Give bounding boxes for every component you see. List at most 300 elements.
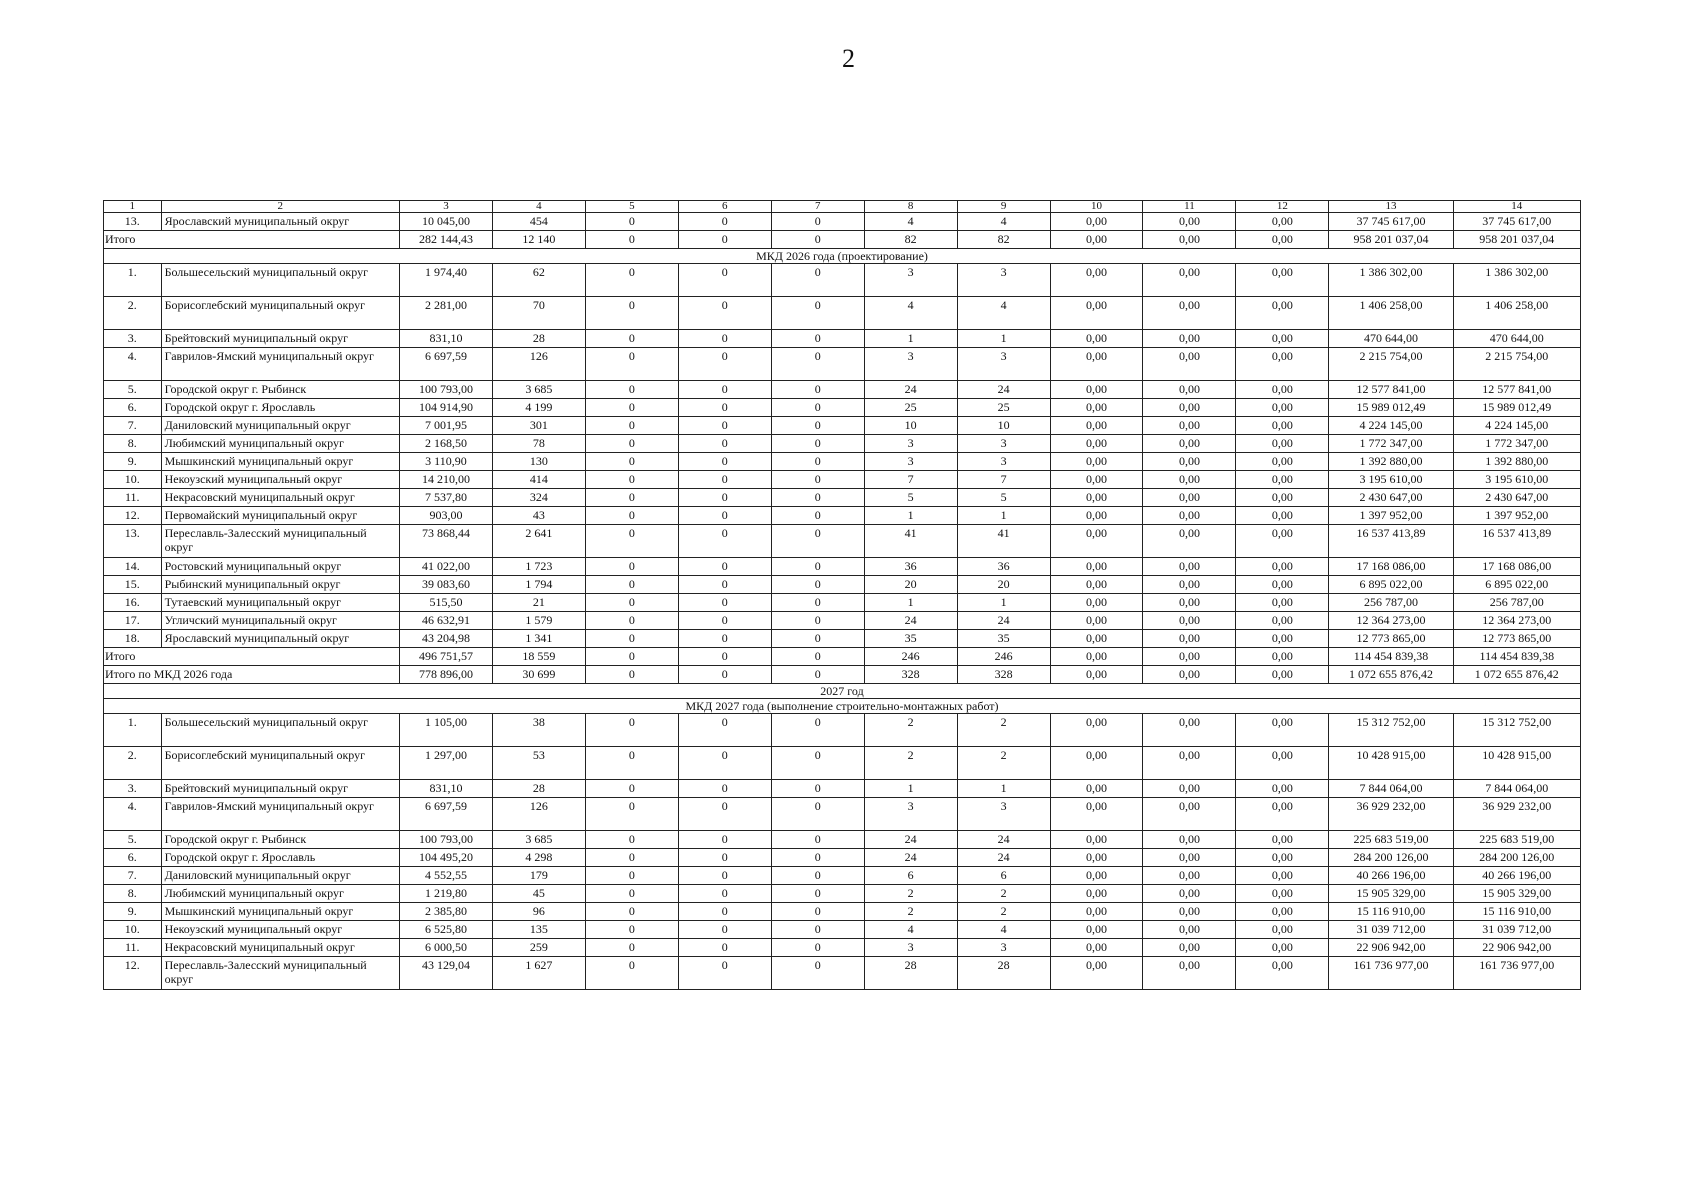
- value-cell: 0,00: [1236, 297, 1329, 330]
- value-cell: 40 266 196,00: [1329, 867, 1453, 885]
- value-cell: 35: [957, 630, 1050, 648]
- data-table: [103, 200, 1581, 990]
- value-cell: 2: [957, 885, 1050, 903]
- value-cell: 0,00: [1143, 213, 1236, 231]
- value-cell: 24: [957, 831, 1050, 849]
- value-cell: 0,00: [1236, 939, 1329, 957]
- district-name-cell: Городской округ г. Рыбинск: [161, 831, 399, 849]
- value-cell: 12 577 841,00: [1329, 381, 1453, 399]
- total-value-cell: 0,00: [1143, 666, 1236, 684]
- table-row: [104, 417, 1581, 435]
- value-cell: 4: [957, 213, 1050, 231]
- value-cell: 0,00: [1050, 417, 1143, 435]
- table-row: [104, 435, 1581, 453]
- value-cell: 1 386 302,00: [1453, 264, 1580, 297]
- value-cell: 25: [864, 399, 957, 417]
- column-number-header: 8: [864, 201, 957, 213]
- value-cell: 41: [864, 525, 957, 558]
- district-name-cell: Ярославский муниципальный округ: [161, 630, 399, 648]
- value-cell: 0,00: [1050, 903, 1143, 921]
- value-cell: 0: [585, 921, 678, 939]
- value-cell: 0,00: [1236, 798, 1329, 831]
- value-cell: 0,00: [1143, 831, 1236, 849]
- value-cell: 7: [864, 471, 957, 489]
- row-number-cell: 17.: [104, 612, 162, 630]
- value-cell: 0: [585, 213, 678, 231]
- value-cell: 1: [957, 780, 1050, 798]
- value-cell: 831,10: [399, 780, 492, 798]
- value-cell: 0: [678, 471, 771, 489]
- value-cell: 3: [864, 348, 957, 381]
- value-cell: 0: [585, 381, 678, 399]
- value-cell: 0,00: [1236, 453, 1329, 471]
- value-cell: 7 844 064,00: [1329, 780, 1453, 798]
- value-cell: 454: [492, 213, 585, 231]
- value-cell: 15 905 329,00: [1329, 885, 1453, 903]
- value-cell: 414: [492, 471, 585, 489]
- value-cell: 0,00: [1050, 264, 1143, 297]
- value-cell: 40 266 196,00: [1453, 867, 1580, 885]
- value-cell: 2 281,00: [399, 297, 492, 330]
- value-cell: 0: [678, 213, 771, 231]
- total-value-cell: 958 201 037,04: [1453, 231, 1580, 249]
- row-number-cell: 10.: [104, 471, 162, 489]
- value-cell: 0,00: [1143, 558, 1236, 576]
- value-cell: 0: [771, 849, 864, 867]
- row-number-cell: 15.: [104, 576, 162, 594]
- value-cell: 470 644,00: [1453, 330, 1580, 348]
- value-cell: 0,00: [1050, 957, 1143, 990]
- value-cell: 1: [957, 594, 1050, 612]
- table-row: [104, 525, 1581, 558]
- table-row: [104, 399, 1581, 417]
- district-name-cell: Любимский муниципальный округ: [161, 435, 399, 453]
- value-cell: 3 110,90: [399, 453, 492, 471]
- value-cell: 301: [492, 417, 585, 435]
- value-cell: 43: [492, 507, 585, 525]
- column-number-header: 2: [161, 201, 399, 213]
- value-cell: 0,00: [1050, 630, 1143, 648]
- total-label: Итого: [104, 648, 400, 666]
- value-cell: 37 745 617,00: [1453, 213, 1580, 231]
- value-cell: 0: [585, 297, 678, 330]
- value-cell: 36 929 232,00: [1453, 798, 1580, 831]
- value-cell: 2: [864, 903, 957, 921]
- table-row: [104, 213, 1581, 231]
- section-title: МКД 2026 года (проектирование): [104, 249, 1581, 264]
- value-cell: 17 168 086,00: [1329, 558, 1453, 576]
- row-number-cell: 6.: [104, 399, 162, 417]
- district-name-cell: Гаврилов-Ямский муниципальный округ: [161, 798, 399, 831]
- value-cell: 0,00: [1143, 714, 1236, 747]
- column-number-header: 1: [104, 201, 162, 213]
- value-cell: 0,00: [1050, 831, 1143, 849]
- table-row: [104, 471, 1581, 489]
- table-row: [104, 849, 1581, 867]
- value-cell: 0: [771, 867, 864, 885]
- value-cell: 0,00: [1143, 330, 1236, 348]
- value-cell: 0,00: [1143, 903, 1236, 921]
- value-cell: 0: [771, 381, 864, 399]
- district-name-cell: Даниловский муниципальный округ: [161, 417, 399, 435]
- value-cell: 0: [771, 831, 864, 849]
- value-cell: 15 312 752,00: [1329, 714, 1453, 747]
- table-row: [104, 264, 1581, 297]
- value-cell: 4 298: [492, 849, 585, 867]
- value-cell: 0,00: [1143, 435, 1236, 453]
- district-name-cell: Гаврилов-Ямский муниципальный округ: [161, 348, 399, 381]
- value-cell: 0: [585, 507, 678, 525]
- value-cell: 3: [864, 939, 957, 957]
- value-cell: 0: [771, 630, 864, 648]
- value-cell: 0,00: [1236, 612, 1329, 630]
- value-cell: 5: [957, 489, 1050, 507]
- value-cell: 28: [864, 957, 957, 990]
- value-cell: 0,00: [1236, 399, 1329, 417]
- value-cell: 7 537,80: [399, 489, 492, 507]
- district-name-cell: Первомайский муниципальный округ: [161, 507, 399, 525]
- value-cell: 0: [678, 507, 771, 525]
- value-cell: 12 364 273,00: [1329, 612, 1453, 630]
- value-cell: 161 736 977,00: [1329, 957, 1453, 990]
- district-name-cell: Большесельский муниципальный округ: [161, 264, 399, 297]
- value-cell: 0: [585, 435, 678, 453]
- total-value-cell: 82: [864, 231, 957, 249]
- value-cell: 0,00: [1143, 417, 1236, 435]
- value-cell: 0: [771, 264, 864, 297]
- value-cell: 70: [492, 297, 585, 330]
- table-row: [104, 831, 1581, 849]
- value-cell: 0,00: [1236, 957, 1329, 990]
- row-number-cell: 3.: [104, 330, 162, 348]
- value-cell: 0: [585, 957, 678, 990]
- value-cell: 0: [678, 921, 771, 939]
- value-cell: 4: [957, 297, 1050, 330]
- total-value-cell: 0,00: [1050, 648, 1143, 666]
- value-cell: 0,00: [1236, 330, 1329, 348]
- row-number-cell: 4.: [104, 798, 162, 831]
- value-cell: 1 397 952,00: [1453, 507, 1580, 525]
- value-cell: 2: [957, 747, 1050, 780]
- value-cell: 1 297,00: [399, 747, 492, 780]
- value-cell: 0: [585, 489, 678, 507]
- row-number-cell: 5.: [104, 831, 162, 849]
- value-cell: 39 083,60: [399, 576, 492, 594]
- column-number-header: 14: [1453, 201, 1580, 213]
- value-cell: 3: [957, 264, 1050, 297]
- value-cell: 0: [585, 576, 678, 594]
- total-value-cell: 18 559: [492, 648, 585, 666]
- value-cell: 0,00: [1050, 939, 1143, 957]
- value-cell: 0,00: [1236, 576, 1329, 594]
- value-cell: 0,00: [1050, 867, 1143, 885]
- value-cell: 0: [771, 780, 864, 798]
- total-label: Итого по МКД 2026 года: [104, 666, 400, 684]
- value-cell: 284 200 126,00: [1453, 849, 1580, 867]
- district-name-cell: Некоузский муниципальный округ: [161, 921, 399, 939]
- value-cell: 0: [585, 612, 678, 630]
- district-name-cell: Мышкинский муниципальный округ: [161, 903, 399, 921]
- value-cell: 0: [585, 594, 678, 612]
- district-name-cell: Ростовский муниципальный округ: [161, 558, 399, 576]
- value-cell: 1 341: [492, 630, 585, 648]
- value-cell: 15 989 012,49: [1453, 399, 1580, 417]
- value-cell: 0,00: [1236, 921, 1329, 939]
- value-cell: 1 392 880,00: [1329, 453, 1453, 471]
- value-cell: 46 632,91: [399, 612, 492, 630]
- value-cell: 10 045,00: [399, 213, 492, 231]
- value-cell: 7 844 064,00: [1453, 780, 1580, 798]
- value-cell: 15 905 329,00: [1453, 885, 1580, 903]
- total-value-cell: 0,00: [1236, 231, 1329, 249]
- value-cell: 0: [678, 939, 771, 957]
- row-number-cell: 7.: [104, 867, 162, 885]
- table-row: [104, 939, 1581, 957]
- value-cell: 0,00: [1236, 381, 1329, 399]
- value-cell: 0,00: [1143, 471, 1236, 489]
- total-value-cell: 0,00: [1050, 231, 1143, 249]
- value-cell: 6 000,50: [399, 939, 492, 957]
- value-cell: 0,00: [1236, 780, 1329, 798]
- value-cell: 0: [585, 330, 678, 348]
- total-value-cell: 0,00: [1050, 666, 1143, 684]
- table-row: [104, 297, 1581, 330]
- value-cell: 0: [678, 399, 771, 417]
- value-cell: 28: [492, 330, 585, 348]
- value-cell: 2 215 754,00: [1453, 348, 1580, 381]
- value-cell: 0: [585, 558, 678, 576]
- value-cell: 0: [771, 885, 864, 903]
- total-value-cell: 958 201 037,04: [1329, 231, 1453, 249]
- value-cell: 53: [492, 747, 585, 780]
- row-number-cell: 2.: [104, 747, 162, 780]
- total-value-cell: 0: [678, 231, 771, 249]
- value-cell: 161 736 977,00: [1453, 957, 1580, 990]
- value-cell: 179: [492, 867, 585, 885]
- value-cell: 0,00: [1143, 453, 1236, 471]
- row-number-cell: 13.: [104, 213, 162, 231]
- value-cell: 4: [864, 921, 957, 939]
- total-value-cell: 114 454 839,38: [1329, 648, 1453, 666]
- total-value-cell: 0: [771, 648, 864, 666]
- row-number-cell: 4.: [104, 348, 162, 381]
- value-cell: 2 641: [492, 525, 585, 558]
- value-cell: 0,00: [1143, 780, 1236, 798]
- value-cell: 225 683 519,00: [1329, 831, 1453, 849]
- value-cell: 0: [678, 957, 771, 990]
- value-cell: 0,00: [1050, 558, 1143, 576]
- value-cell: 3: [864, 264, 957, 297]
- value-cell: 0,00: [1236, 630, 1329, 648]
- value-cell: 0,00: [1143, 867, 1236, 885]
- row-number-cell: 7.: [104, 417, 162, 435]
- value-cell: 0: [678, 558, 771, 576]
- value-cell: 0: [771, 576, 864, 594]
- table-row: [104, 747, 1581, 780]
- district-name-cell: Тутаевский муниципальный округ: [161, 594, 399, 612]
- value-cell: 0: [585, 348, 678, 381]
- total-value-cell: 0,00: [1143, 231, 1236, 249]
- value-cell: 1 772 347,00: [1329, 435, 1453, 453]
- table-row: [104, 507, 1581, 525]
- row-number-cell: 1.: [104, 264, 162, 297]
- value-cell: 0: [585, 630, 678, 648]
- value-cell: 0: [771, 612, 864, 630]
- value-cell: 12 577 841,00: [1453, 381, 1580, 399]
- value-cell: 0: [771, 525, 864, 558]
- value-cell: 3: [957, 798, 1050, 831]
- row-number-cell: 8.: [104, 885, 162, 903]
- value-cell: 0,00: [1050, 885, 1143, 903]
- value-cell: 0,00: [1236, 471, 1329, 489]
- value-cell: 0: [585, 525, 678, 558]
- row-number-cell: 3.: [104, 780, 162, 798]
- value-cell: 0,00: [1050, 576, 1143, 594]
- value-cell: 0,00: [1236, 264, 1329, 297]
- value-cell: 0: [678, 297, 771, 330]
- value-cell: 0: [771, 558, 864, 576]
- value-cell: 0: [678, 453, 771, 471]
- value-cell: 36: [864, 558, 957, 576]
- value-cell: 0: [771, 747, 864, 780]
- value-cell: 4: [864, 297, 957, 330]
- row-number-cell: 8.: [104, 435, 162, 453]
- value-cell: 0,00: [1050, 780, 1143, 798]
- value-cell: 515,50: [399, 594, 492, 612]
- value-cell: 324: [492, 489, 585, 507]
- value-cell: 0: [585, 417, 678, 435]
- value-cell: 37 745 617,00: [1329, 213, 1453, 231]
- value-cell: 20: [957, 576, 1050, 594]
- value-cell: 15 312 752,00: [1453, 714, 1580, 747]
- value-cell: 130: [492, 453, 585, 471]
- row-number-cell: 11.: [104, 939, 162, 957]
- total-label: Итого: [104, 231, 400, 249]
- value-cell: 0: [585, 780, 678, 798]
- value-cell: 0: [771, 213, 864, 231]
- value-cell: 0,00: [1143, 576, 1236, 594]
- value-cell: 4 224 145,00: [1453, 417, 1580, 435]
- value-cell: 0: [771, 297, 864, 330]
- value-cell: 0: [771, 507, 864, 525]
- value-cell: 2 430 647,00: [1329, 489, 1453, 507]
- value-cell: 0,00: [1143, 594, 1236, 612]
- total-value-cell: 0,00: [1236, 666, 1329, 684]
- value-cell: 0: [678, 831, 771, 849]
- value-cell: 6: [864, 867, 957, 885]
- column-number-header: 6: [678, 201, 771, 213]
- total-value-cell: 0: [771, 666, 864, 684]
- value-cell: 96: [492, 903, 585, 921]
- value-cell: 0,00: [1143, 399, 1236, 417]
- value-cell: 3 195 610,00: [1329, 471, 1453, 489]
- value-cell: 0,00: [1050, 297, 1143, 330]
- section-header-row: [104, 249, 1581, 264]
- column-number-header: 3: [399, 201, 492, 213]
- table-row: [104, 489, 1581, 507]
- value-cell: 1 397 952,00: [1329, 507, 1453, 525]
- section-header-row: [104, 684, 1581, 699]
- value-cell: 73 868,44: [399, 525, 492, 558]
- value-cell: 0: [678, 576, 771, 594]
- column-number-header: 12: [1236, 201, 1329, 213]
- column-number-header: 9: [957, 201, 1050, 213]
- value-cell: 0: [678, 489, 771, 507]
- value-cell: 10 428 915,00: [1329, 747, 1453, 780]
- value-cell: 20: [864, 576, 957, 594]
- value-cell: 0,00: [1050, 453, 1143, 471]
- value-cell: 0,00: [1143, 381, 1236, 399]
- row-number-cell: 1.: [104, 714, 162, 747]
- value-cell: 0: [771, 348, 864, 381]
- value-cell: 16 537 413,89: [1453, 525, 1580, 558]
- value-cell: 0,00: [1050, 381, 1143, 399]
- value-cell: 0: [585, 939, 678, 957]
- table-row: [104, 381, 1581, 399]
- value-cell: 0: [678, 435, 771, 453]
- value-cell: 3 685: [492, 381, 585, 399]
- value-cell: 10 428 915,00: [1453, 747, 1580, 780]
- value-cell: 0: [771, 903, 864, 921]
- value-cell: 0,00: [1050, 849, 1143, 867]
- value-cell: 1 974,40: [399, 264, 492, 297]
- value-cell: 0,00: [1143, 630, 1236, 648]
- row-number-cell: 12.: [104, 957, 162, 990]
- total-value-cell: 0,00: [1236, 648, 1329, 666]
- value-cell: 10: [864, 417, 957, 435]
- value-cell: 1 392 880,00: [1453, 453, 1580, 471]
- value-cell: 24: [864, 849, 957, 867]
- value-cell: 0,00: [1143, 921, 1236, 939]
- value-cell: 0: [678, 798, 771, 831]
- value-cell: 0,00: [1050, 714, 1143, 747]
- value-cell: 0,00: [1236, 714, 1329, 747]
- district-name-cell: Любимский муниципальный округ: [161, 885, 399, 903]
- district-name-cell: Мышкинский муниципальный округ: [161, 453, 399, 471]
- total-value-cell: 0: [678, 648, 771, 666]
- total-value-cell: 328: [957, 666, 1050, 684]
- table-row: [104, 630, 1581, 648]
- total-value-cell: 328: [864, 666, 957, 684]
- value-cell: 0: [678, 714, 771, 747]
- value-cell: 24: [864, 612, 957, 630]
- value-cell: 22 906 942,00: [1329, 939, 1453, 957]
- value-cell: 100 793,00: [399, 381, 492, 399]
- value-cell: 284 200 126,00: [1329, 849, 1453, 867]
- value-cell: 1: [864, 594, 957, 612]
- district-name-cell: Ярославский муниципальный округ: [161, 213, 399, 231]
- row-number-cell: 11.: [104, 489, 162, 507]
- table-row: [104, 594, 1581, 612]
- row-number-cell: 9.: [104, 453, 162, 471]
- total-value-cell: 496 751,57: [399, 648, 492, 666]
- total-value-cell: 246: [957, 648, 1050, 666]
- column-number-header: 5: [585, 201, 678, 213]
- value-cell: 12 773 865,00: [1453, 630, 1580, 648]
- value-cell: 22 906 942,00: [1453, 939, 1580, 957]
- total-value-cell: 0: [585, 231, 678, 249]
- value-cell: 0,00: [1050, 348, 1143, 381]
- value-cell: 4 224 145,00: [1329, 417, 1453, 435]
- value-cell: 1 386 302,00: [1329, 264, 1453, 297]
- value-cell: 45: [492, 885, 585, 903]
- value-cell: 24: [957, 381, 1050, 399]
- district-name-cell: Даниловский муниципальный округ: [161, 867, 399, 885]
- value-cell: 0: [678, 885, 771, 903]
- value-cell: 0,00: [1050, 435, 1143, 453]
- total-value-cell: 246: [864, 648, 957, 666]
- value-cell: 0,00: [1143, 348, 1236, 381]
